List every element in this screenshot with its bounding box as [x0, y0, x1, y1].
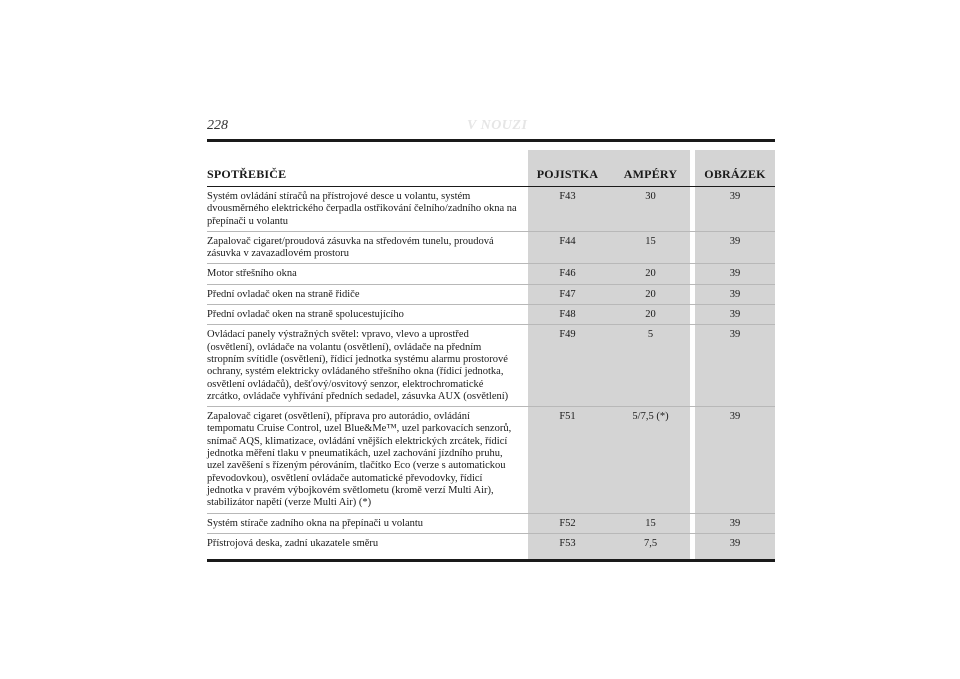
table-row — [207, 305, 775, 325]
row-figure: 39 — [729, 411, 741, 423]
fuse-table — [207, 150, 775, 562]
row-description: Ovládací panely výstražných světel: vpravo, vlevo a uprostřed (osvětlení), ovládače na volantu (osvětlení), ovládače na předním stropním svítidle (osvětlení), řídicí jednotka systému alarmu prostorové ochrany, systém elektricky ovládaného střešního okna (řídicí jednotka, osvětlení ovládačů), dešťový/osvitový senzor, elektrochromatické zrcátko, ovládače vyhřívání předních sedadel, zásuvka AUX (osvětlení) — [207, 329, 509, 402]
row-amps: 30 — [645, 191, 656, 202]
row-description: Přístrojová deska, zadní ukazatele směru — [207, 537, 379, 549]
row-description: Systém ovládání stíračů na přístrojové desce u volantu, systém dvousměrného elektrického čerpadla ostřikování čelního/zadního okna na přepínači u volantu — [207, 191, 517, 227]
table-row — [207, 285, 775, 305]
row-description: Přední ovladač oken na straně řidiče — [207, 288, 360, 300]
row-fuse: F43 — [559, 191, 576, 202]
column-header-figure: OBRÁZEK — [704, 167, 766, 181]
column-header-amps: AMPÉRY — [623, 167, 678, 181]
row-description: Systém stírače zadního okna na přepínači u volantu — [207, 517, 424, 529]
table-header — [207, 150, 775, 187]
row-fuse: F53 — [559, 537, 576, 549]
row-figure: 39 — [729, 235, 741, 247]
row-figure: 39 — [729, 537, 741, 549]
row-fuse: F49 — [559, 329, 576, 341]
table-row — [207, 264, 775, 284]
row-description: Motor střešního okna — [207, 268, 297, 280]
row-description: Přední ovladač oken na straně spolucestujícího — [207, 309, 404, 321]
row-fuse: F52 — [559, 517, 576, 529]
row-fuse: F48 — [559, 309, 576, 321]
column-header-consumers: SPOTŘEBIČE — [207, 167, 287, 181]
row-fuse: F46 — [559, 268, 576, 280]
table-row — [207, 514, 775, 534]
row-amps: 5/7,5 (*) — [632, 411, 669, 423]
table-body — [207, 187, 775, 559]
section-title: V NOUZI — [467, 118, 528, 133]
row-fuse: F51 — [559, 411, 576, 423]
row-amps: 20 — [645, 268, 656, 280]
row-figure: 39 — [729, 288, 741, 300]
table-bottom-rule — [207, 559, 775, 562]
row-description: Zapalovač cigaret/proudová zásuvka na středovém tunelu, proudová zásuvka v zavazadlovém prostoru — [207, 235, 494, 260]
row-fuse: F44 — [559, 235, 576, 247]
table-row — [207, 232, 775, 265]
table-row — [207, 407, 775, 513]
row-amps: 7,5 — [643, 537, 658, 549]
column-header-fuse: POJISTKA — [536, 167, 599, 181]
row-figure: 39 — [729, 268, 741, 280]
row-figure: 39 — [729, 191, 741, 202]
row-amps: 15 — [645, 235, 656, 247]
row-figure: 39 — [729, 517, 741, 529]
row-description: Zapalovač cigaret (osvětlení), příprava pro autorádio, ovládání tempomatu Cruise Control, uzel Blue&Me™, uzel parkovacích senzorů, snímač AQS, klimatizace, ovládání vnějších elektrických zrcátek, řídicí jednotka měření tlaku v pneumatikách, uzel zachování jízdního pruhu, uzel zavěšení s řízeným pérováním, tlačítko Eco (verze s automatickou převodovkou), osvětlení ovládače automatické převodovky, řídicí jednotka v pravém výbojkovém světlometu (kromě verzí Multi Air), stabilizátor napětí (verze Multi Air) (*) — [207, 411, 512, 509]
page-header — [207, 118, 775, 134]
row-figure: 39 — [729, 309, 741, 321]
row-amps: 20 — [645, 288, 656, 300]
row-figure: 39 — [729, 329, 741, 341]
page-number: 228 — [207, 118, 228, 133]
row-amps: 5 — [647, 329, 654, 341]
table-row — [207, 534, 775, 559]
row-fuse: F47 — [559, 288, 576, 300]
table-row — [207, 187, 775, 232]
row-amps: 15 — [645, 517, 656, 529]
row-amps: 20 — [645, 309, 656, 321]
header-rule — [207, 139, 775, 142]
table-row — [207, 325, 775, 407]
